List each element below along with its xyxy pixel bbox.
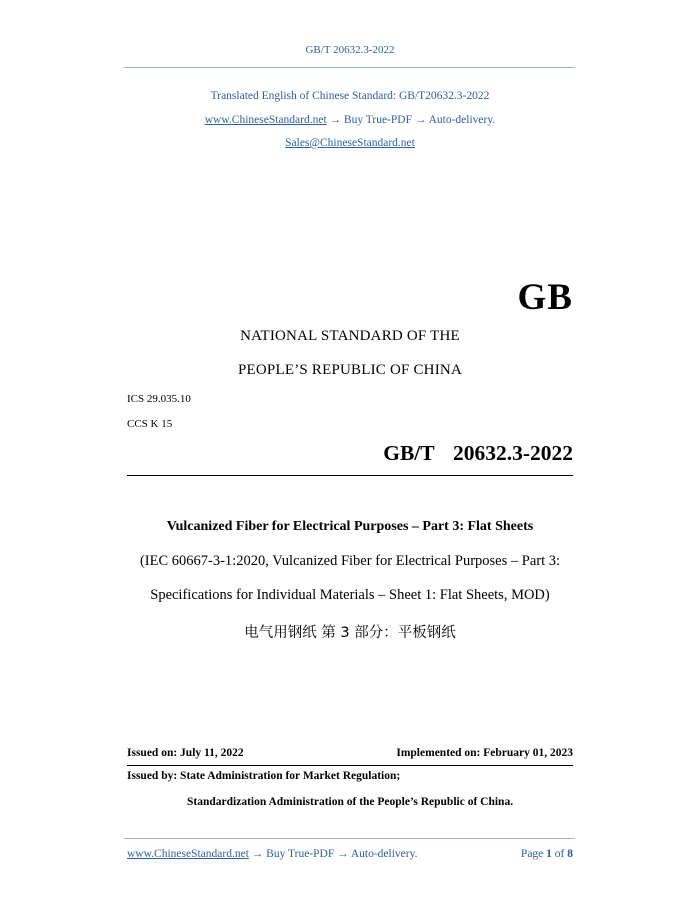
equivalence-line1: (IEC 60667-3-1:2020, Vulcanized Fiber for Electrical Purposes – Part 3: [139,553,561,569]
standard-number-rule [127,475,573,476]
equivalence-line2: Specifications for Individual Materials – Sheet 1: Flat Sheets, MOD) [150,587,550,603]
footer-site-link[interactable]: www.ChineseStandard.net [127,848,249,860]
issue-rule [127,765,573,766]
issued-by-2: Standardization Administration of the People’s Republic of China. [187,796,514,808]
chinese-title: 电气用钢纸 第 3 部分：平板钢纸 [244,625,456,641]
promo-buy-text: → Buy True-PDF → Auto-delivery. [326,114,496,126]
issued-by: Issued by: State Administration for Market Regulation; [127,770,401,782]
header-divider [124,67,575,68]
footer-left [127,848,417,860]
footer-divider [124,838,575,839]
page-label: Page [520,848,544,860]
footer [127,848,573,860]
page-of: of [554,848,565,860]
implemented-on: Implemented on: February 01, 2023 [396,747,573,759]
promo-site-link[interactable]: www.ChineseStandard.net [204,114,327,126]
footer-buy-text: → Buy True-PDF → Auto-delivery. [248,848,418,860]
promo-line-translation: Translated English of Chinese Standard: GB/T20632.3-2022 [210,90,490,102]
header-standard-code: GB/T 20632.3-2022 [305,44,395,56]
gb-mark: GB [517,277,573,318]
promo-line-buy [0,114,700,126]
national-standard-line2: PEOPLE’S REPUBLIC OF CHINA [238,362,462,378]
promo-line-email [0,137,700,149]
promo-email-link[interactable]: Sales@ChineseStandard.net [285,137,415,149]
issued-on: Issued on: July 11, 2022 [127,747,244,759]
page-total: 8 [567,848,573,860]
page-indicator [521,848,573,860]
ccs-code: CCS K 15 [127,418,173,430]
page-current: 1 [546,848,552,860]
english-title: Vulcanized Fiber for Electrical Purposes – Part 3: Flat Sheets [166,519,534,534]
national-standard-line1: NATIONAL STANDARD OF THE [240,328,460,344]
ics-code: ICS 29.035.10 [127,393,191,405]
issue-dates-row [127,747,573,759]
standard-number: GB/T 20632.3-2022 [383,441,573,465]
